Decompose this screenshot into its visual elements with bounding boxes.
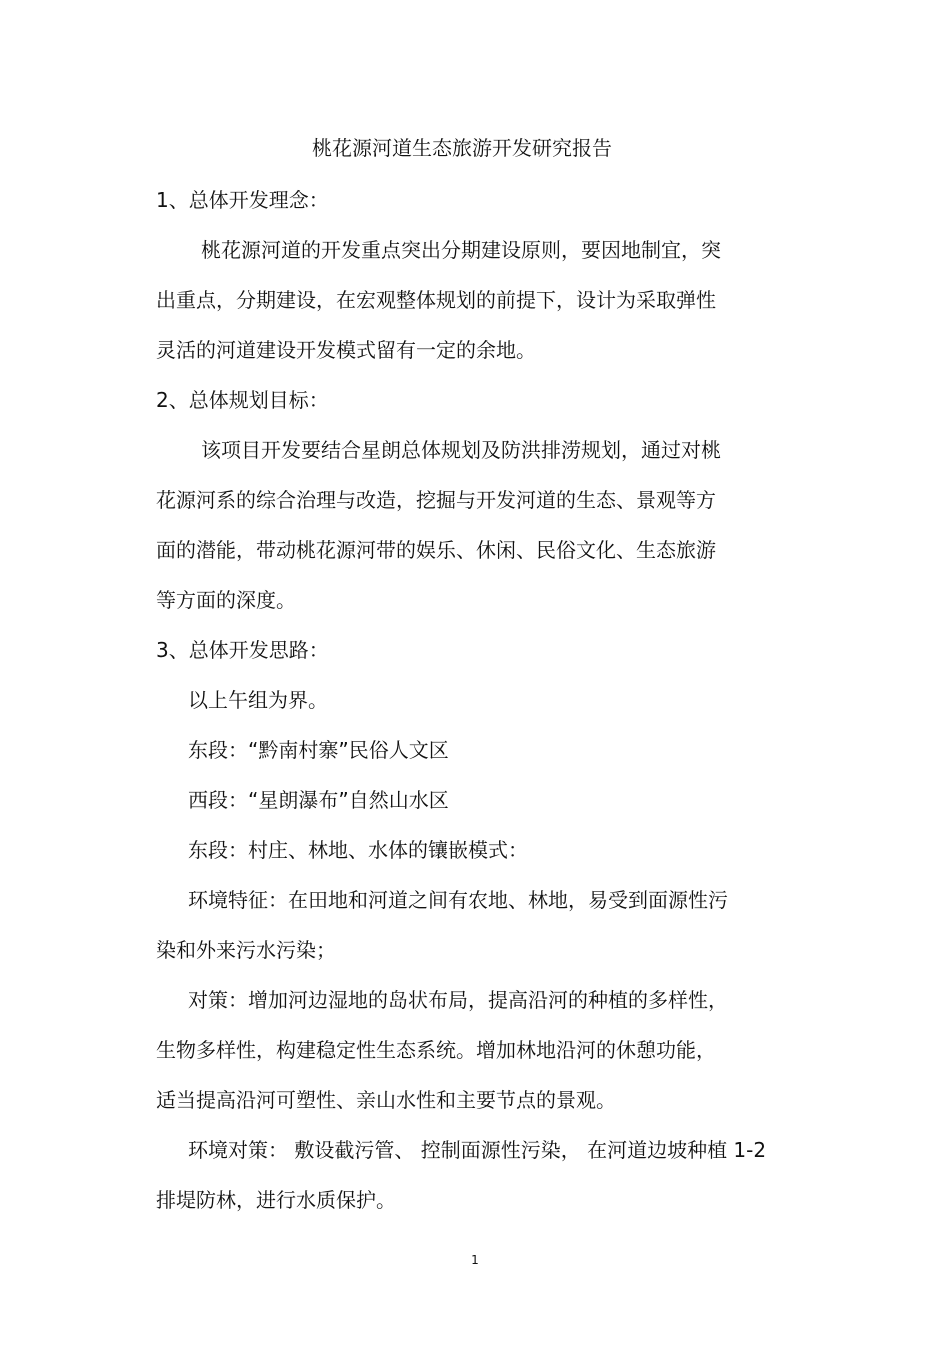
paragraph-line: 出重点，分期建设，在宏观整体规划的前提下，设计为采取弹性 xyxy=(156,288,716,312)
section-heading-1: 1、总体开发理念： xyxy=(156,188,329,212)
paragraph-line: 排堤防林，进行水质保护。 xyxy=(156,1188,396,1212)
section-heading-3: 3、总体开发思路： xyxy=(156,638,329,662)
paragraph-line: 以上午组为界。 xyxy=(188,688,328,712)
paragraph-line: 桃花源河道的开发重点突出分期建设原则，要因地制宜，突 xyxy=(201,238,721,262)
paragraph-line: 东段：村庄、林地、水体的镶嵌模式： xyxy=(188,838,528,862)
paragraph-line: 环境特征：在田地和河道之间有农地、林地，易受到面源性污 xyxy=(188,888,728,912)
paragraph-line: 对策：增加河边湿地的岛状布局，提高沿河的种植的多样性， xyxy=(188,988,728,1012)
paragraph-line: 生物多样性，构建稳定性生态系统。增加林地沿河的休憩功能， xyxy=(156,1038,716,1062)
paragraph-line: 灵活的河道建设开发模式留有一定的余地。 xyxy=(156,338,536,362)
paragraph-line: 西段：“星朗瀑布”自然山水区 xyxy=(188,788,449,812)
paragraph-line: 适当提高沿河可塑性、亲山水性和主要节点的景观。 xyxy=(156,1088,616,1112)
paragraph-line: 染和外来污水污染； xyxy=(156,938,336,962)
paragraph-line: 面的潜能，带动桃花源河带的娱乐、休闲、民俗文化、生态旅游 xyxy=(156,538,716,562)
paragraph-line: 该项目开发要结合星朗总体规划及防洪排涝规划，通过对桃 xyxy=(201,438,721,462)
paragraph-line: 东段：“黔南村寨”民俗人文区 xyxy=(188,738,449,762)
paragraph-line: 等方面的深度。 xyxy=(156,588,296,612)
paragraph-line: 花源河系的综合治理与改造，挖掘与开发河道的生态、景观等方 xyxy=(156,488,716,512)
section-heading-2: 2、总体规划目标： xyxy=(156,388,329,412)
paragraph-line: 环境对策： 敷设截污管、 控制面源性污染， 在河道边坡种植 1-2 xyxy=(188,1138,767,1162)
document-title: 桃花源河道生态旅游开发研究报告 xyxy=(312,136,612,160)
page-number: 1 xyxy=(471,1253,479,1267)
